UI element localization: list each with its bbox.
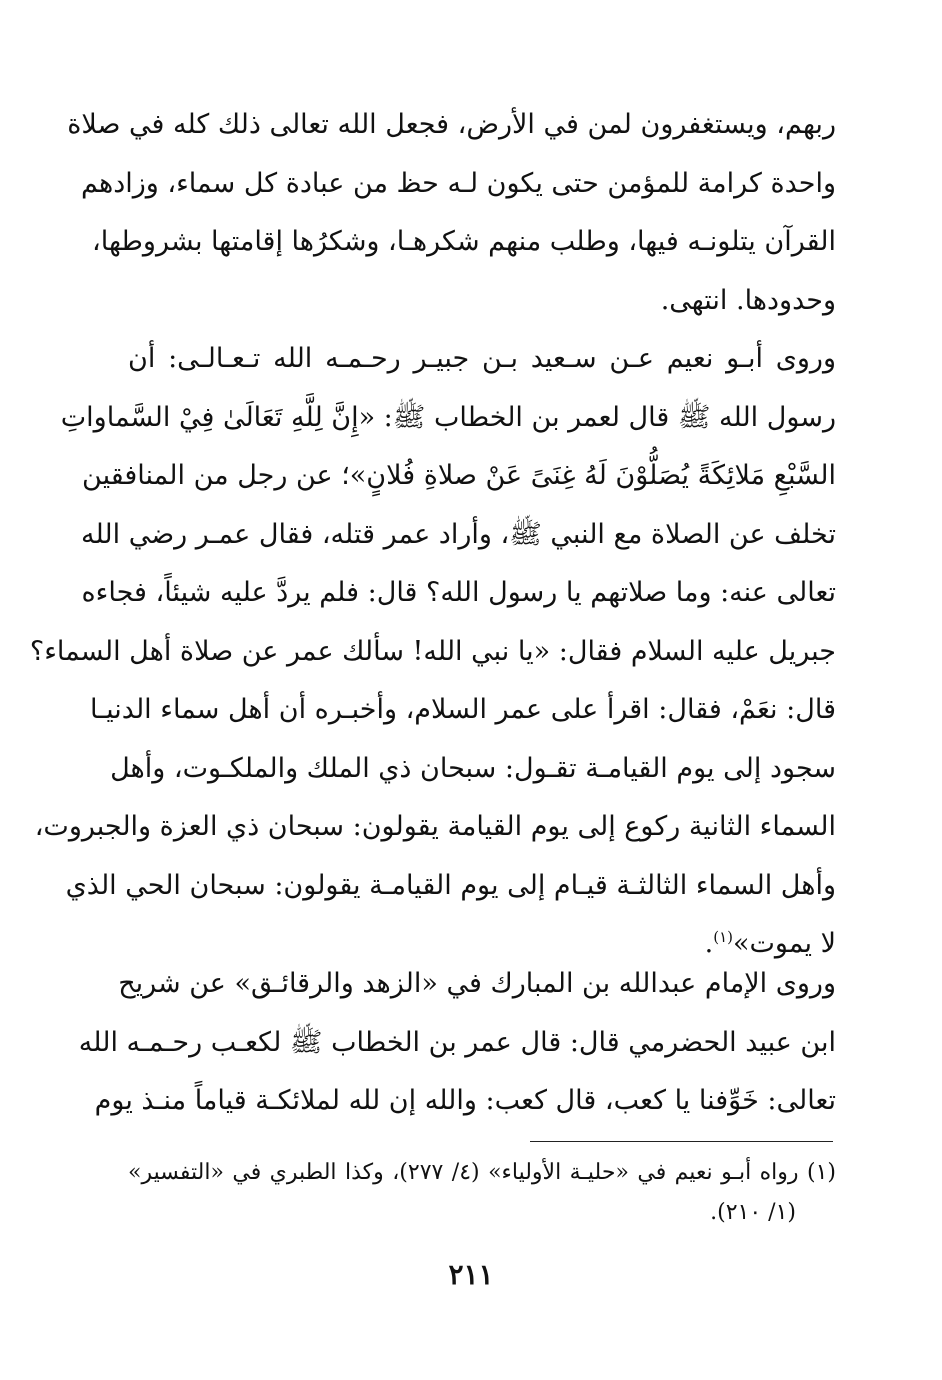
footnote xyxy=(128,1153,836,1233)
paragraph-2 xyxy=(29,330,836,974)
footnote-line: (١) رواه أبـو نعيم في «حليـة الأولياء» (٤/ ٢٧٧)، وكذا الطبري في «التفسير» xyxy=(128,1160,836,1185)
text-line: تخلف عن الصلاة مع النبي ﷺ، وأراد عمر قتله، فقال عمـر رضي الله xyxy=(80,518,836,550)
footnote-marker[interactable]: (١) xyxy=(713,928,733,946)
text-line: جبريل عليه السلام فقال: «يا نبي الله! سألك عمر عن صلاة أهل السماء؟ xyxy=(29,635,836,667)
sentence-end: . xyxy=(704,928,714,959)
text-line: واحدة كرامة للمؤمن حتى يكون لـه حظ من عبادة كل سماء، وزادهم xyxy=(80,167,836,199)
text-line: وروى الإمام عبدالله بن المبارك في «الزهد والرقائـق» عن شريح xyxy=(118,968,836,999)
text-line: رسول الله ﷺ قال لعمر بن الخطاب ﷺ: «إِنَّ لِلَّهِ تَعَالَىٰ فِيْ السَّماواتِ xyxy=(60,401,836,433)
text-line: تعالى: خَوِّفنا يا كعب، قال كعب: والله إن لله لملائكـة قياماً منـذ يوم xyxy=(94,1085,836,1116)
text-line: وحدودها. انتهى. xyxy=(660,284,836,316)
page-number: ٢١١ xyxy=(448,1258,494,1291)
text-line: السماء الثانية ركوع إلى يوم القيامة يقولون: سبحان ذي العزة والجبروت، xyxy=(34,811,836,842)
text-line: تعالى عنه: وما صلاتهم يا رسول الله؟ قال: فلم يردَّ عليه شيئاً، فجاءه xyxy=(81,577,836,608)
text-line: القرآن يتلونـه فيها، وطلب منهم شكرهـا، وشكرُها إقامتها بشروطها، xyxy=(92,226,836,257)
text-line-content: لا يموت» xyxy=(733,928,836,959)
text-line: وروى أبـو نعيم عـن سـعيد بـن جبيـر رحـمـه الله تـعـالـى: أن xyxy=(128,343,836,374)
paragraph-3 xyxy=(78,955,836,1131)
text-line: ابن عبيد الحضرمي قال: قال عمر بن الخطاب ﷺ لكعـب رحـمـه الله xyxy=(78,1026,836,1058)
text-line: سجود إلى يوم القيامـة تقـول: سبحان ذي الملك والملكـوت، وأهل xyxy=(110,752,836,784)
footnote-line: (١/ ٢١٠). xyxy=(710,1200,796,1225)
text-line: وأهل السماء الثالثـة قيـام إلى يوم القيامـة يقولون: سبحان الحي الذي xyxy=(65,869,836,901)
text-line: السَّبْعِ مَلائِكَةً يُصَلُّوْنَ لَهُ غِنَىً عَنْ صلاةِ فُلانٍ»؛ عن رجل من المنافقين xyxy=(82,460,836,491)
text-line: قال: نعَمْ، فقال: اقرأ على عمر السلام، وأخبـره أن أهل سماء الدنيـا xyxy=(89,694,836,725)
text-line: ربهم، ويستغفرون لمن في الأرض، فجعل الله تعالى ذلك كله في صلاة xyxy=(67,109,836,140)
paragraph-1 xyxy=(67,96,836,330)
footnote-divider xyxy=(530,1141,833,1142)
